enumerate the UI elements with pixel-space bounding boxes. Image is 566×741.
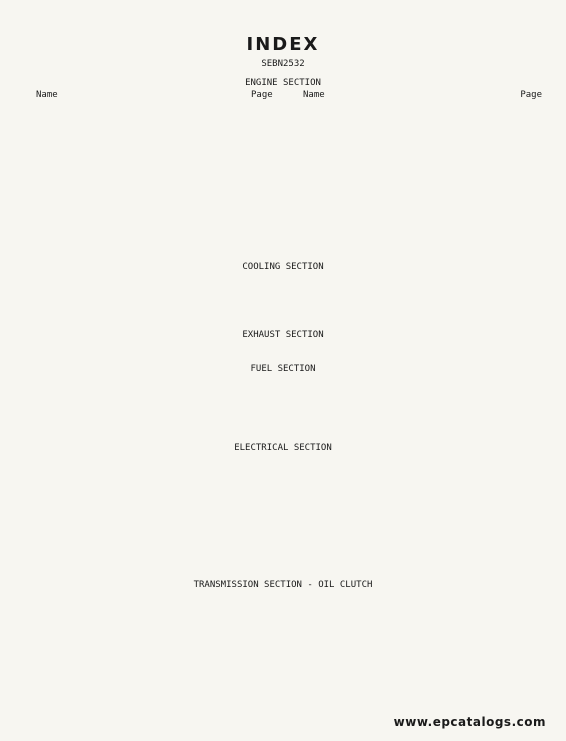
section-heading: COOLING SECTION [242, 262, 324, 272]
section-heading: ENGINE SECTION [245, 78, 321, 88]
section-heading: EXHAUST SECTION [242, 330, 324, 340]
column-header-page: Page [520, 90, 542, 100]
section-heading: TRANSMISSION SECTION - OIL CLUTCH [193, 580, 373, 590]
column-header-page: Page [251, 90, 273, 100]
column-header-name: Name [36, 90, 58, 100]
page-title: INDEX [246, 34, 320, 55]
section-heading: ELECTRICAL SECTION [234, 443, 332, 453]
document-number: SEBN2532 [261, 59, 305, 69]
column-header-name: Name [303, 90, 325, 100]
watermark-text: www.epcatalogs.com [393, 715, 546, 729]
section-heading: FUEL SECTION [250, 364, 316, 374]
